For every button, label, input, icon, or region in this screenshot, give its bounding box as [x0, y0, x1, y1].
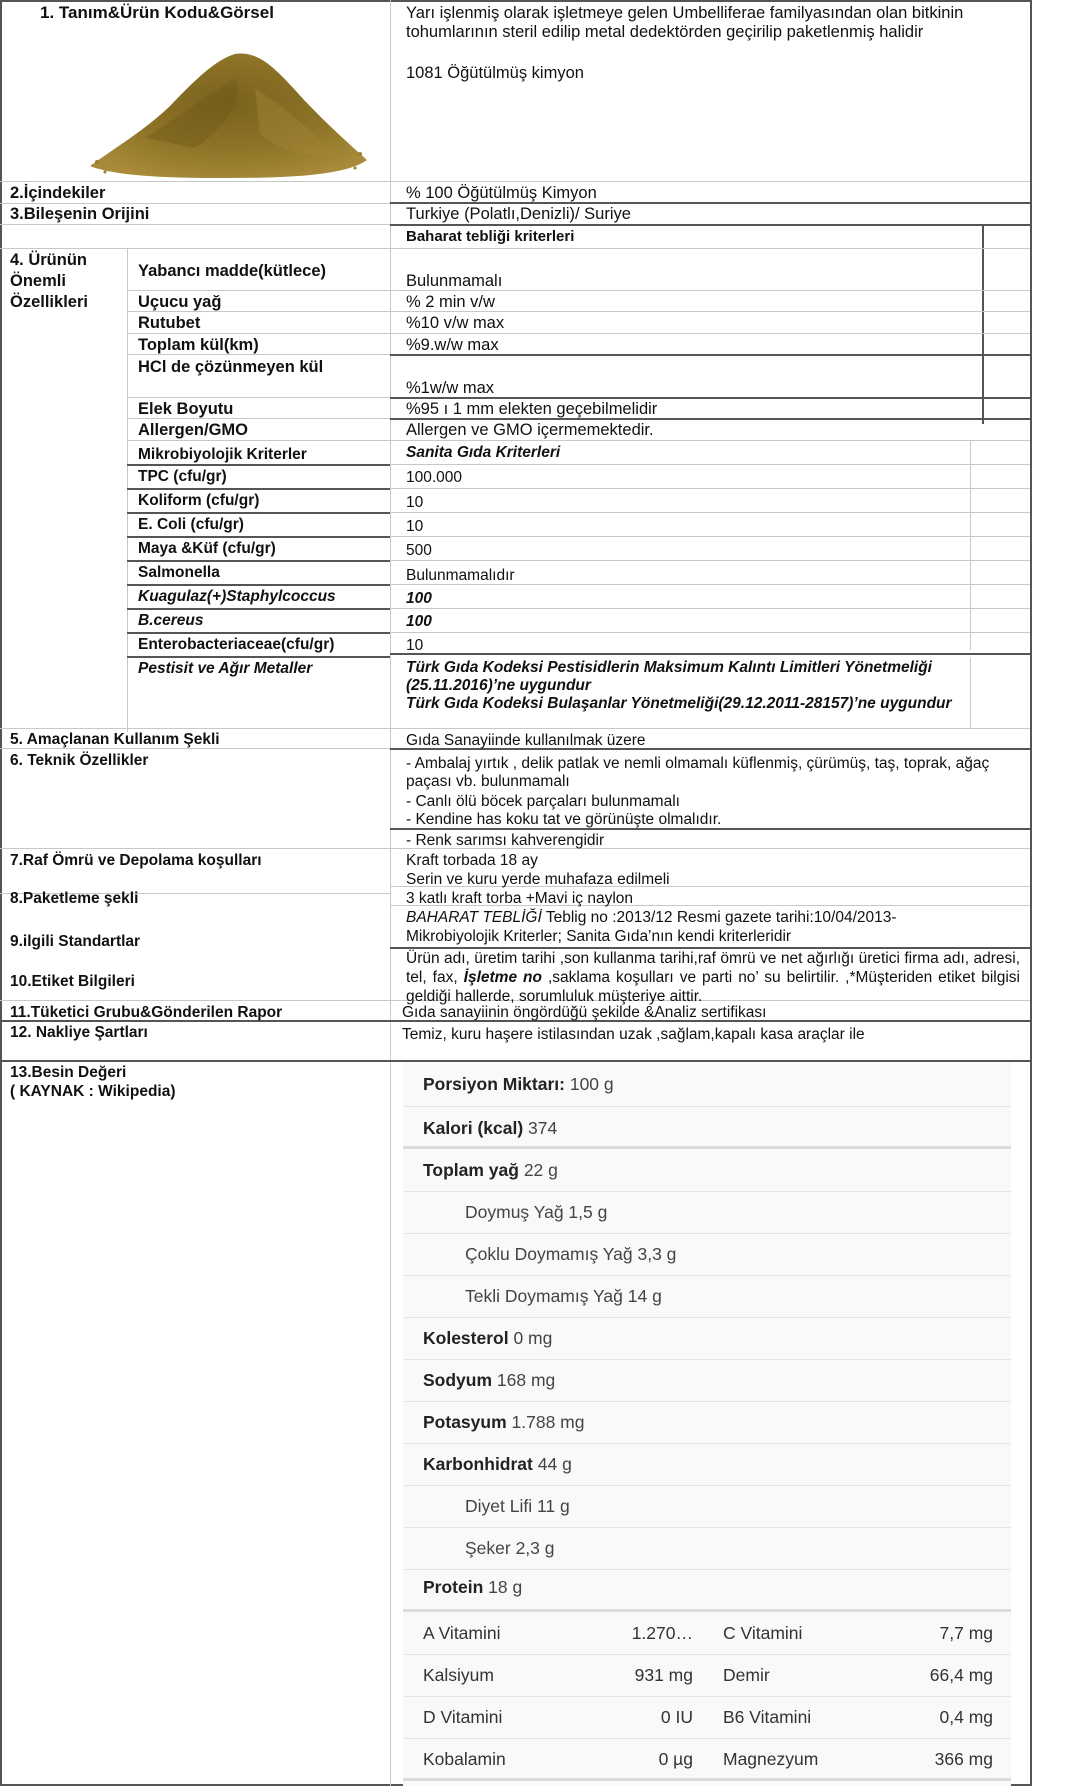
nutrition-row: Sodyum 168 mg: [403, 1359, 1011, 1402]
property-value: %1w/w max: [406, 379, 495, 397]
property-name: Allergen/GMO: [138, 421, 249, 439]
nutrition-row: Çoklu Doymamış Yağ 3,3 g: [403, 1233, 1011, 1276]
property-value: % 2 min v/w: [406, 293, 495, 311]
section2-value: % 100 Öğütülmüş Kimyon: [406, 184, 597, 202]
section2-label: 2.İçindekiler: [10, 184, 106, 202]
tech-spec-item: - Canlı ölü böcek parçaları bulunmamalı: [406, 793, 680, 810]
section4-label: 4. Ürünün Önemli Özellikleri: [10, 251, 88, 311]
product-code: 1081 Öğütülmüş kimyon: [406, 64, 584, 82]
section7-label: 7.Raf Ömrü ve Depolama koşulları: [10, 852, 262, 869]
nutrition-row: Karbonhidrat 44 g: [403, 1443, 1011, 1486]
section12-value: Temiz, kuru haşere istilasından uzak ,sağlam,kapalı kasa araçlar ile: [402, 1026, 865, 1043]
property-name: Uçucu yağ: [138, 293, 222, 311]
nutrition-row: Tekli Doymamış Yağ 14 g: [403, 1275, 1011, 1318]
narrow-column-divider: [982, 294, 984, 424]
section10-value: [406, 949, 1020, 1006]
section11-value: Gıda sanayiinin öngördüğü şekilde &Analiz sertifikası: [402, 1004, 767, 1021]
vitamin-row: D Vitamini 0 IU B6 Vitamini 0,4 mg: [403, 1696, 1011, 1739]
tech-spec-item: - Ambalaj yırtık , delik patlak ve nemli olmamalı küflenmiş, çürümüş, taş, toprak, ağaç paçası vb. bulunmamalı: [406, 755, 990, 790]
nutrition-row: Kolesterol 0 mg: [403, 1317, 1011, 1360]
tech-spec-item: - Kendine has koku tat ve görünüşte olmalıdır.: [406, 811, 722, 828]
property-value: Türk Gıda Kodeksi Pestisidlerin Maksimum Kalıntı Limitleri Yönetmeliği (25.11.2016)’ne uygundur: [406, 659, 932, 694]
property-name: Rutubet: [138, 314, 201, 332]
section9-label: 9.ilgili Standartlar: [10, 933, 141, 950]
section1-description: Yarı işlenmiş olarak işletmeye gelen Umbelliferae familyasından olan bitkinin tohumlarının steril edilip metal dedektörden geçirilip paketlenmiş halidir: [406, 4, 964, 41]
section3-label: 3.Bileşenin Orijini: [10, 205, 150, 223]
section12-label: 12. Nakliye Şartları: [10, 1024, 148, 1041]
property-name: HCl de çözünmeyen kül: [138, 358, 324, 376]
section5-value: Gıda Sanayiinde kullanılmak üzere: [406, 732, 646, 749]
nutrition-row: Kalori (kcal) 374: [403, 1106, 1011, 1149]
section8-value: 3 katlı kraft torba +Mavi iç naylon: [406, 890, 634, 907]
property-value: %95 ı 1 mm elekten geçebilmelidir: [406, 400, 658, 418]
narrow-column-divider: [982, 224, 984, 294]
property-value: 10: [406, 637, 424, 654]
property-value: Sanita Gıda Kriterleri: [406, 444, 561, 461]
nutrition-row: Diyet Lifi 11 g: [403, 1485, 1011, 1528]
label-info-text: Ürün adı, üretim tarihi ,son kullanma tarihi,raf ömrü ve net ağırlığı üretici firma adı, adresi, tel, fax,: [406, 950, 1020, 986]
property-name: Yabancı madde(kütlece): [138, 262, 326, 280]
property-name: Mikrobiyolojik Kriterler: [138, 446, 307, 463]
section8-label: 8.Paketleme şekli: [10, 890, 139, 907]
column-divider: [390, 0, 391, 1786]
section11-label: 11.Tüketici Grubu&Gönderilen Rapor: [10, 1004, 283, 1021]
property-name: Enterobacteriaceae(cfu/gr): [138, 636, 335, 653]
property-name: E. Coli (cfu/gr): [138, 516, 244, 533]
property-value: 10: [406, 518, 424, 535]
property-name: B.cereus: [138, 612, 204, 629]
nutrition-row: Şeker 2,3 g: [403, 1527, 1011, 1570]
property-value: 100.000: [406, 469, 463, 486]
narrow-column-divider: [970, 440, 971, 650]
section9-line2: Mikrobiyolojik Kriterler; Sanita Gıda’nın kendi kriterleridir: [406, 928, 792, 945]
section13-source: ( KAYNAK : Wikipedia): [10, 1083, 176, 1100]
property-value: 100: [406, 613, 432, 630]
narrow-column-divider: [970, 658, 971, 728]
shelf-life: Kraft torbada 18 ay: [406, 852, 538, 869]
property-name: Maya &Küf (cfu/gr): [138, 540, 276, 557]
property-value: %9.w/w max: [406, 336, 499, 354]
nutrition-panel: [403, 1062, 1011, 1786]
property-name: Pestisit ve Ağır Metaller: [138, 660, 313, 677]
section6-label: 6. Teknik Özellikler: [10, 752, 149, 769]
nutrition-row: Doymuş Yağ 1,5 g: [403, 1191, 1011, 1234]
table-top-border: [0, 0, 1032, 2]
label-info-emphasis: İşletme no: [463, 969, 542, 986]
nutrition-row: Porsiyon Miktarı: 100 g: [403, 1062, 1011, 1107]
standard-details: Teblig no :2013/12 Resmi gazete tarihi:10/04/2013-: [541, 909, 897, 926]
property-name: Toplam kül(km): [138, 336, 259, 354]
section1-label: 1. Tanım&Ürün Kodu&Görsel: [40, 3, 274, 22]
property-value: 500: [406, 542, 432, 559]
subcolumn-divider: [127, 248, 128, 732]
section9-line1: [406, 908, 897, 927]
criteria-header: Baharat tebliği kriterleri: [406, 228, 575, 245]
property-value: %10 v/w max: [406, 314, 505, 332]
section13-label: 13.Besin Değeri: [10, 1064, 127, 1081]
property-value-2: Türk Gıda Kodeksi Bulaşanlar Yönetmeliği(29.12.2011-28157)’ne uygundur: [406, 695, 952, 712]
vitamin-row: A Vitamini 1.270… C Vitamini 7,7 mg: [403, 1612, 1011, 1655]
property-value: 10: [406, 494, 424, 511]
property-name: Elek Boyutu: [138, 400, 234, 418]
property-value: Bulunmamalıdır: [406, 567, 515, 584]
vitamin-row: Kobalamin 0 µg Magnezyum 366 mg: [403, 1738, 1011, 1781]
tech-spec-item: - Renk sarımsı kahverengidir: [406, 832, 605, 849]
property-name: Salmonella: [138, 564, 220, 581]
nutrition-row: Potasyum 1.788 mg: [403, 1401, 1011, 1444]
nutrition-row: Toplam yağ 22 g: [403, 1149, 1011, 1192]
section10-label: 10.Etiket Bilgileri: [10, 973, 135, 990]
property-value: Allergen ve GMO içermemektedir.: [406, 421, 654, 439]
storage-conditions: Serin ve kuru yerde muhafaza edilmeli: [406, 871, 670, 888]
property-value: Bulunmamalı: [406, 272, 503, 290]
standard-name: BAHARAT TEBLİĞİ: [406, 909, 542, 926]
cumin-powder-image: [85, 38, 370, 178]
section3-value: Turkiye (Polatlı,Denizli)/ Suriye: [406, 205, 631, 223]
vitamin-row: Kalsiyum 931 mg Demir 66,4 mg: [403, 1654, 1011, 1697]
table-right-border: [1030, 0, 1032, 1786]
label-info-text: ,saklama koşulları ve parti no’ su belirtilir. ,*Müşteriden etiket bilgisi geldiği hallerde, sorumluluk müşteriye aittir.: [406, 969, 1020, 1005]
property-name: Kuagulaz(+)Staphylcoccus: [138, 588, 336, 605]
property-value: 100: [406, 590, 432, 607]
property-name: TPC (cfu/gr): [138, 468, 227, 485]
property-name: Koliform (cfu/gr): [138, 492, 260, 509]
nutrition-row: Protein 18 g: [403, 1569, 1011, 1612]
section5-label: 5. Amaçlanan Kullanım Şekli: [10, 731, 220, 748]
